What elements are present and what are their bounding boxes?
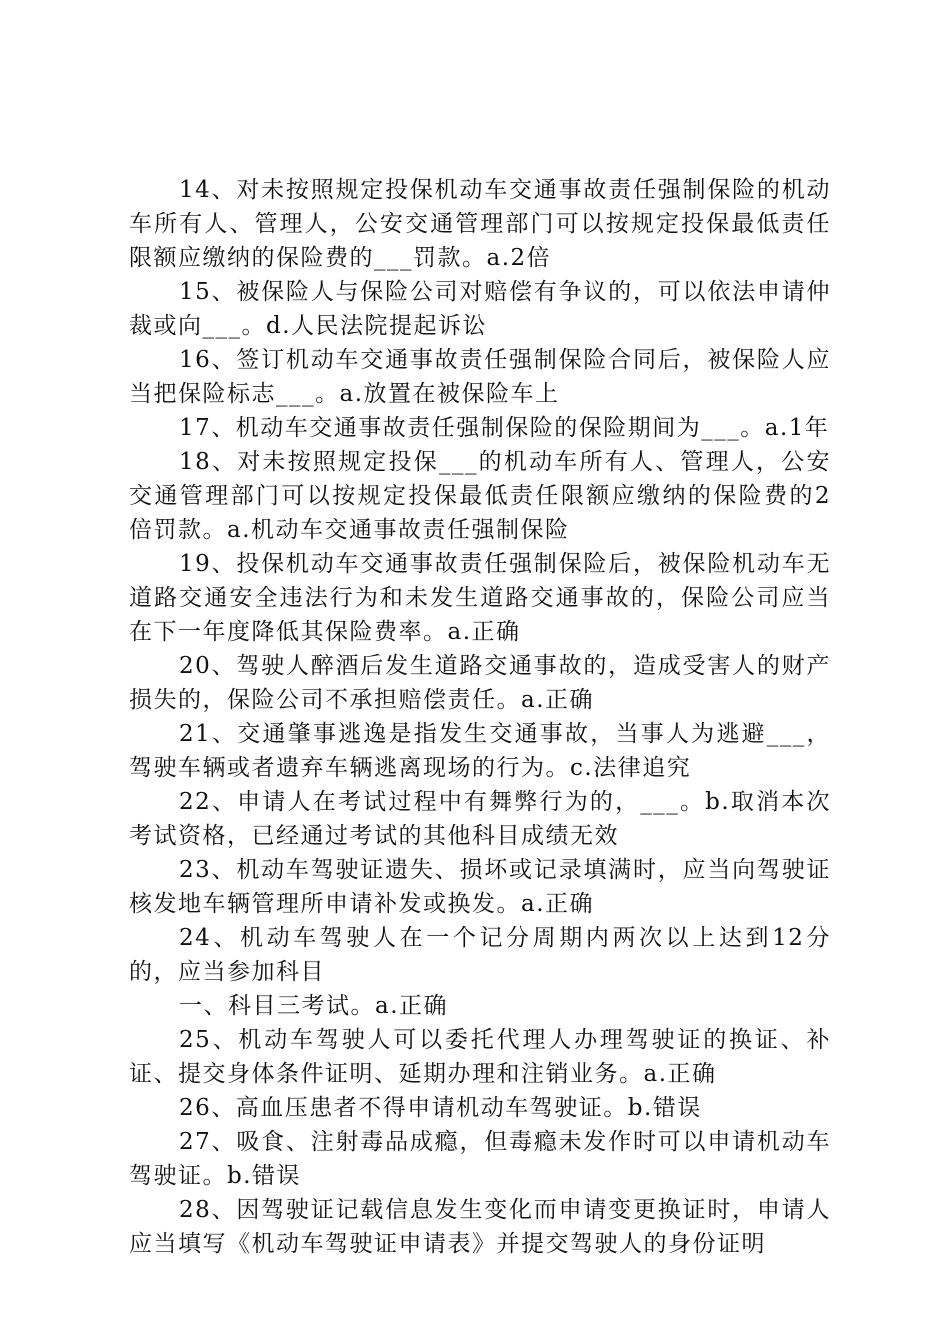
paragraph-q22: 22、申请人在考试过程中有舞弊行为的，___。b.取消本次考试资格，已经通过考试的其他科目成绩无效 bbox=[129, 789, 831, 849]
paragraph-q19: 19、投保机动车交通事故责任强制保险后，被保险机动车无道路交通安全违法行为和未发生道路交通事故的，保险公司应当在下一年度降低其保险费率。a.正确 bbox=[129, 551, 831, 645]
paragraph-q24-continued: 一、科目三考试。a.正确 bbox=[179, 993, 449, 1019]
paragraph-q17: 17、机动车交通事故责任强制保险的保险期间为___。a.1年 bbox=[179, 415, 830, 441]
paragraph-q26: 26、高血压患者不得申请机动车驾驶证。b.错误 bbox=[179, 1095, 702, 1121]
paragraph-q14: 14、对未按照规定投保机动车交通事故责任强制保险的机动车所有人、管理人，公安交通管理部门可以按规定投保最低责任限额应缴纳的保险费的___罚款。a.2倍 bbox=[129, 177, 831, 271]
paragraph-q16: 16、签订机动车交通事故责任强制保险合同后，被保险人应当把保险标志___。a.放置在被保险车上 bbox=[129, 347, 831, 407]
paragraph-q27: 27、吸食、注射毒品成瘾，但毒瘾未发作时可以申请机动车驾驶证。b.错误 bbox=[129, 1129, 831, 1189]
paragraph-q25: 25、机动车驾驶人可以委托代理人办理驾驶证的换证、补证、提交身体条件证明、延期办理和注销业务。a.正确 bbox=[129, 1027, 831, 1087]
paragraph-q20: 20、驾驶人醉酒后发生道路交通事故的，造成受害人的财产损失的，保险公司不承担赔偿责任。a.正确 bbox=[129, 653, 831, 713]
paragraph-q21: 21、交通肇事逃逸是指发生交通事故，当事人为逃避___，驾驶车辆或者遗弃车辆逃离现场的行为。c.法律追究 bbox=[129, 721, 831, 781]
paragraph-q24: 24、机动车驾驶人在一个记分周期内两次以上达到12分的，应当参加科目 bbox=[129, 925, 831, 985]
paragraph-q18: 18、对未按照规定投保___的机动车所有人、管理人，公安交通管理部门可以按规定投保最低责任限额应缴纳的保险费的2倍罚款。a.机动车交通事故责任强制保险 bbox=[129, 449, 831, 543]
paragraph-q23: 23、机动车驾驶证遗失、损坏或记录填满时，应当向驾驶证核发地车辆管理所申请补发或换发。a.正确 bbox=[129, 857, 831, 917]
paragraph-q28: 28、因驾驶证记载信息发生变化而申请变更换证时，申请人应当填写《机动车驾驶证申请表》并提交驾驶人的身份证明 bbox=[129, 1197, 831, 1257]
document-body bbox=[129, 173, 831, 1261]
paragraph-q15: 15、被保险人与保险公司对赔偿有争议的，可以依法申请仲裁或向___。d.人民法院提起诉讼 bbox=[129, 279, 831, 339]
